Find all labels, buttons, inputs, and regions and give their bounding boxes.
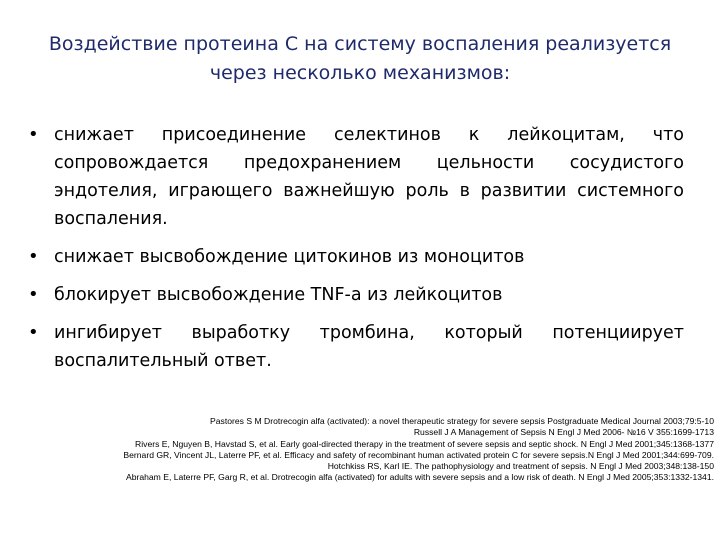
bullet-dot-icon: • bbox=[28, 322, 39, 343]
slide-title-line-2: через несколько механизмов: bbox=[209, 62, 511, 84]
slide-title-line-1: Воздействие протеина С на систему воспаления реализуется bbox=[48, 33, 672, 55]
reference-item: Bernard GR, Vincent JL, Laterre PF, et al. Efficacy and safety of recombinant human activated protein C for severe sepsis.N Engl J Med 2001;344:699-709. bbox=[123, 449, 714, 460]
bullet-item bbox=[28, 319, 684, 375]
bullet-text: блокирует высвобождение TNF-a из лейкоцитов bbox=[54, 285, 503, 305]
bullet-text: снижает присоединение селектинов к лейкоцитам, что сопровождается предохранением цельности сосудистого эндотелия, играющего важнейшую роль в развитии системного воспаления. bbox=[54, 125, 684, 229]
bullet-dot-icon: • bbox=[28, 124, 39, 145]
bullet-item bbox=[28, 121, 684, 233]
bullet-dot-icon: • bbox=[28, 284, 39, 305]
bullet-item bbox=[28, 243, 684, 271]
bullet-text: снижает высвобождение цитокинов из моноцитов bbox=[54, 247, 525, 267]
reference-item: Pastores S M Drotrecogin alfa (activated): a novel therapeutic strategy for severe sepsis Postgraduate Medical Journal 2003;79:5-10 bbox=[210, 416, 714, 426]
reference-item: Russell J A Management of Sepsis N Engl J Med 2006- №16 V 355:1699-1713 bbox=[413, 427, 714, 438]
reference-item: Rivers E, Nguyen B, Havstad S, et al. Early goal-directed therapy in the treatment of severe sepsis and septic shock. N Engl J Med 2001;345:1368-1377 bbox=[135, 438, 714, 449]
references bbox=[30, 416, 714, 484]
bullet-dot-icon: • bbox=[28, 246, 39, 267]
bullet-item bbox=[28, 281, 684, 309]
reference-item: Abraham E, Laterre PF, Garg R, et al. Drotrecogin alfa (activated) for adults with severe sepsis and a low risk of death. N Engl J Med 2005;353:1332-1341. bbox=[125, 472, 714, 483]
bullet-list bbox=[28, 121, 684, 385]
slide-title bbox=[20, 30, 700, 88]
reference-item: Hotchkiss RS, Karl IE. The pathophysiology and treatment of sepsis. N Engl J Med 2003;348:138-150 bbox=[327, 461, 714, 472]
bullet-text: ингибирует выработку тромбина, который потенциирует воспалительный ответ. bbox=[54, 323, 684, 371]
